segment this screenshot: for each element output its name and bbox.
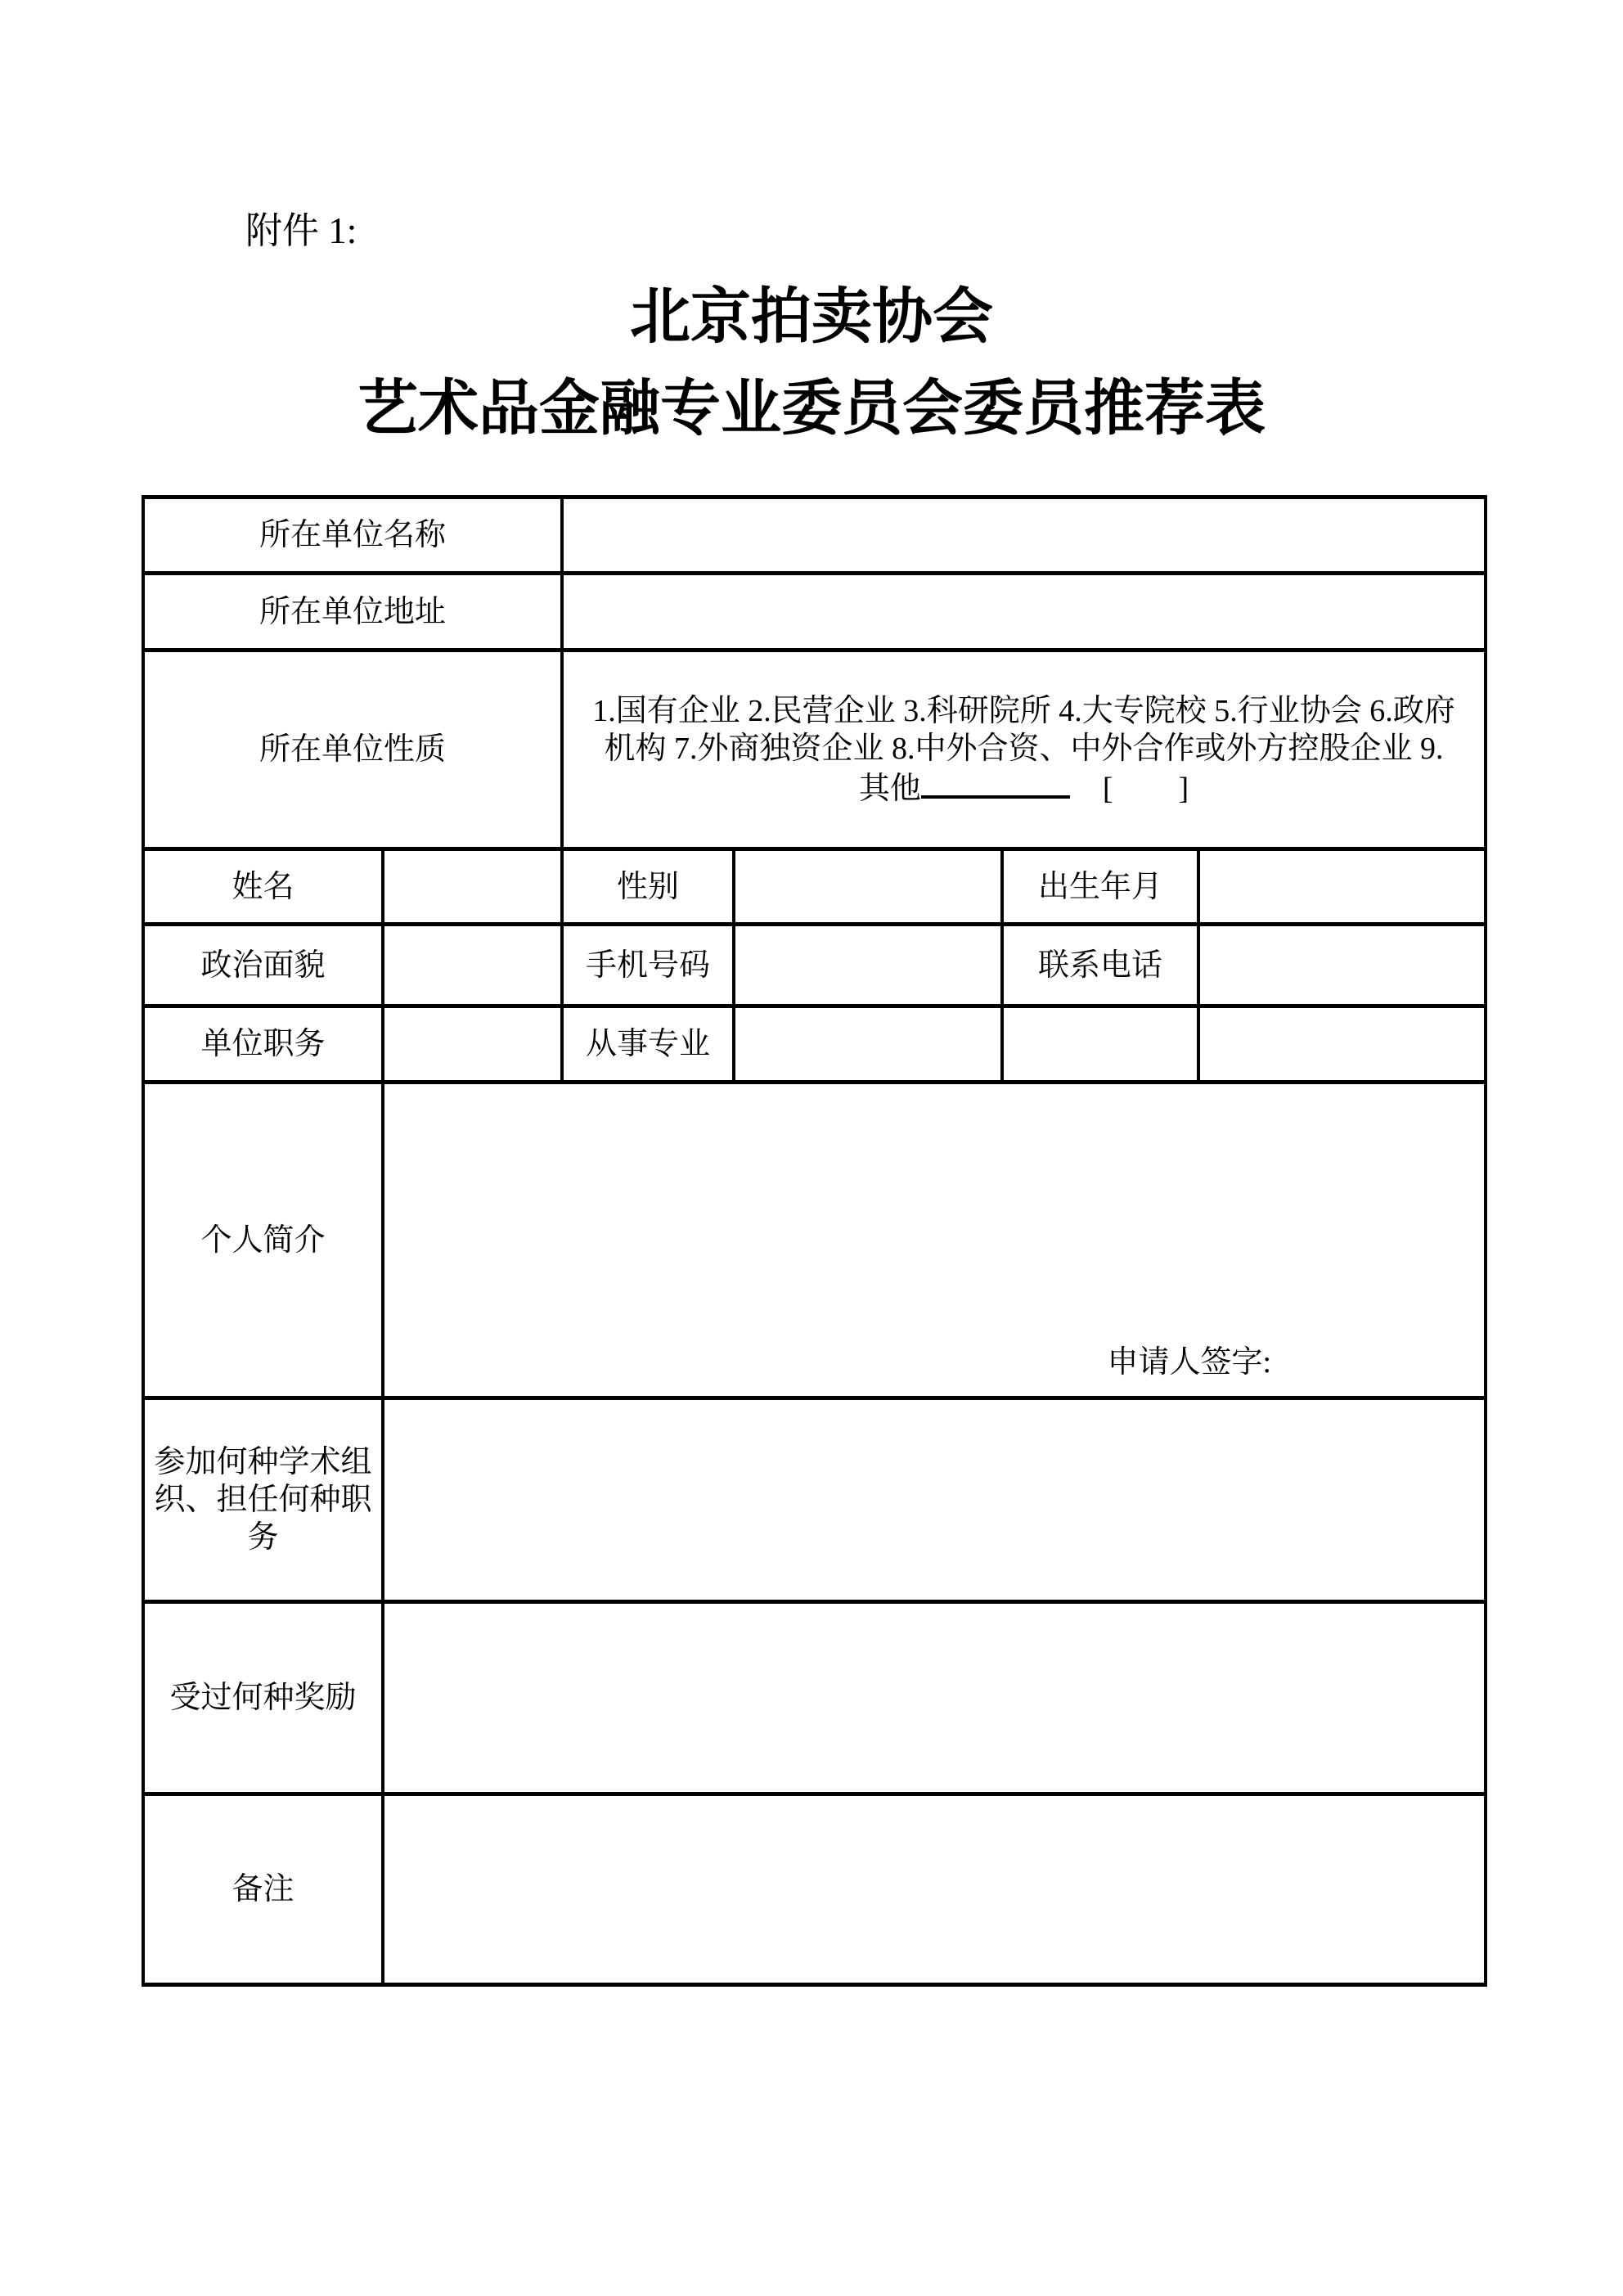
unit-nature-options-line-1: 1.国有企业 2.民营企业 3.科研院所 4.大专院校 5.行业协会 6.政府 [592, 693, 1455, 728]
unit-name-value-cell[interactable] [562, 497, 1486, 574]
phone-label: 联系电话 [1002, 925, 1198, 1006]
unit-nature-options-line-3 [564, 768, 1484, 808]
academic-orgs-value-cell[interactable] [383, 1398, 1486, 1602]
unit-position-label: 单位职务 [143, 1006, 383, 1083]
row-remarks [143, 1794, 1486, 1985]
row-unit-name [143, 497, 1486, 574]
awards-label: 受过何种奖励 [143, 1602, 383, 1794]
political-status-label: 政治面貌 [143, 925, 383, 1006]
personal-profile-label: 个人简介 [143, 1083, 383, 1398]
unit-name-label: 所在单位名称 [143, 497, 562, 574]
academic-orgs-label: 参加何种学术组织、担任何种职务 [143, 1398, 383, 1602]
remarks-label: 备注 [143, 1794, 383, 1985]
document-subtitle: 艺术品金融专业委员会委员推荐表 [357, 376, 1266, 443]
unit-nature-label: 所在单位性质 [143, 651, 562, 849]
gender-value-cell[interactable] [734, 849, 1002, 925]
phone-value-cell[interactable] [1198, 925, 1486, 1006]
blank-cell-1[interactable] [1002, 1006, 1198, 1083]
blank-cell-2[interactable] [1198, 1006, 1486, 1083]
bracket-close: ] [1178, 771, 1189, 806]
awards-value-cell[interactable] [383, 1602, 1486, 1794]
row-position-profession [143, 1006, 1486, 1083]
mobile-value-cell[interactable] [734, 925, 1002, 1006]
unit-nature-other-label: 其他 [858, 771, 921, 806]
row-personal-profile [143, 1083, 1486, 1398]
name-value-cell[interactable] [383, 849, 562, 925]
birth-date-value-cell[interactable] [1198, 849, 1486, 925]
unit-address-label: 所在单位地址 [143, 574, 562, 651]
row-name-gender-birth [143, 849, 1486, 925]
row-political-phone [143, 925, 1486, 1006]
remarks-value-cell[interactable] [383, 1794, 1486, 1985]
personal-profile-value-cell[interactable] [383, 1083, 1486, 1398]
name-label: 姓名 [143, 849, 383, 925]
unit-nature-options-cell[interactable] [562, 651, 1486, 849]
political-status-value-cell[interactable] [383, 925, 562, 1006]
unit-address-value-cell[interactable] [562, 574, 1486, 651]
applicant-signature-label: 申请人签字: [1107, 1345, 1272, 1380]
gender-label: 性别 [562, 849, 734, 925]
unit-nature-other-fill-line[interactable] [921, 768, 1070, 799]
row-awards [143, 1602, 1486, 1794]
attachment-label: 附件 1: [245, 210, 357, 251]
bracket-open: [ [1102, 771, 1113, 806]
mobile-label: 手机号码 [562, 925, 734, 1006]
profession-label: 从事专业 [562, 1006, 734, 1083]
row-academic-orgs [143, 1398, 1486, 1602]
row-unit-nature [143, 651, 1486, 849]
birth-date-label: 出生年月 [1002, 849, 1198, 925]
profession-value-cell[interactable] [734, 1006, 1002, 1083]
row-unit-address [143, 574, 1486, 651]
recommendation-form-table [142, 495, 1487, 1987]
unit-position-value-cell[interactable] [383, 1006, 562, 1083]
document-title: 北京拍卖协会 [630, 284, 993, 351]
unit-nature-options-line-2: 机构 7.外商独资企业 8.中外合资、中外合作或外方控股企业 9. [604, 731, 1444, 766]
